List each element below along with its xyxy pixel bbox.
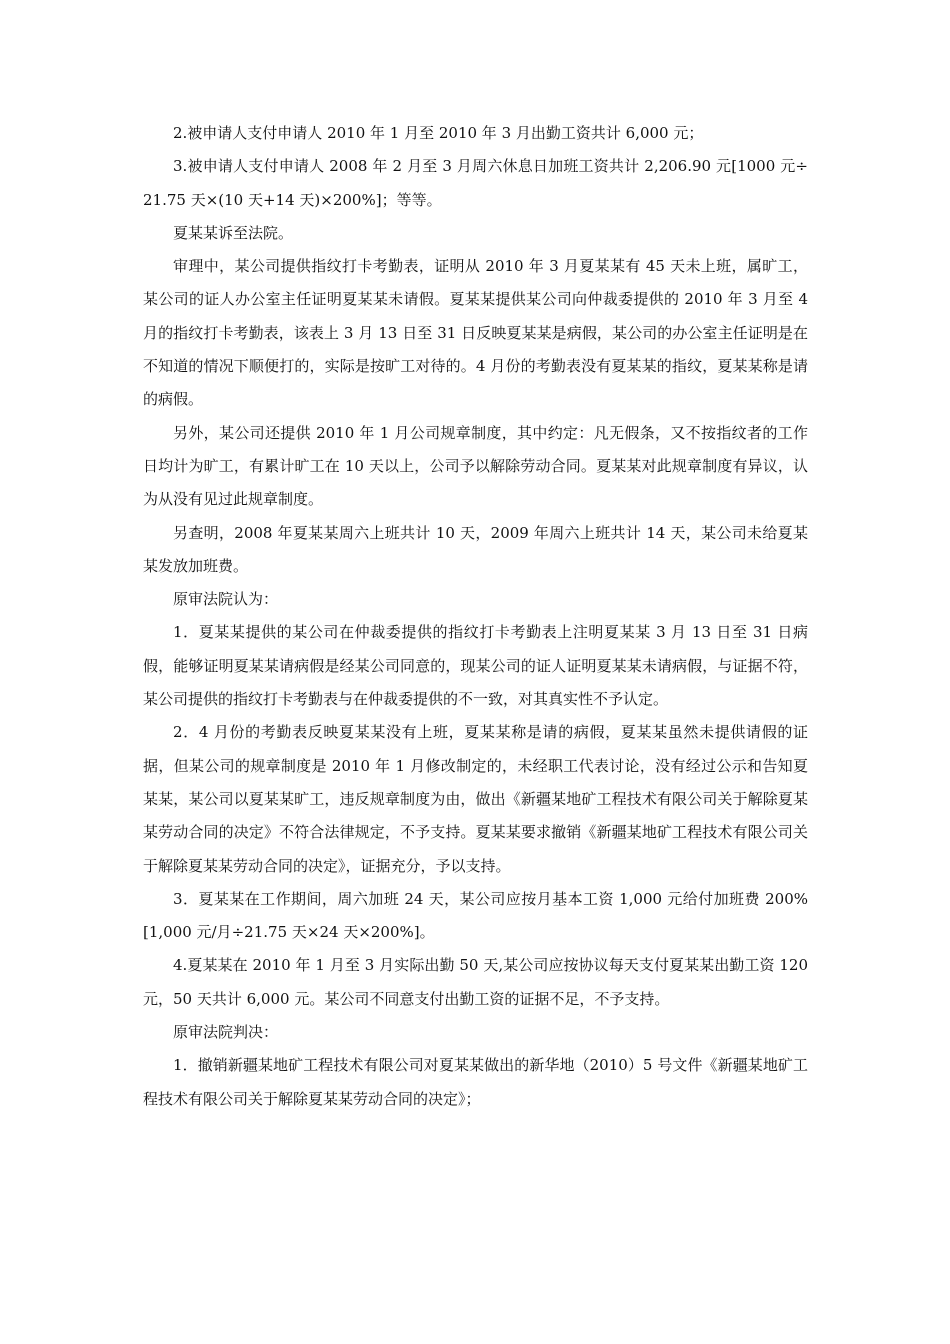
paragraph-trial: 审理中，某公司提供指纹打卡考勤表，证明从 2010 年 3 月夏某某有 45 天未上班，属旷工，某公司的证人办公室主任证明夏某某未请假。夏某某提供某公司向仲裁委提供的 2010 年 3 月至 4 月的指纹打卡考勤表，该表上 3 月 13 日至 31 日反映夏某某是病假，某公司的办公室主任证明是在不知道的情况下顺便打的，实际是按旷工对待的。4 月份的考勤表没有夏某某的指纹，夏某某称是请的病假。 [143, 257, 808, 409]
paragraph-opinion-1: 1．夏某某提供的某公司在仲裁委提供的指纹打卡考勤表上注明夏某某 3 月 13 日至 31 日病假，能够证明夏某某请病假是经某公司同意的，现某公司的证人证明夏某某未请病假，与证据不符，某公司提供的指纹打卡考勤表与在仲裁委提供的不一致，对其真实性不予认定。 [143, 623, 808, 709]
paragraph-claim-3: 3.被申请人支付申请人 2008 年 2 月至 3 月周六休息日加班工资共计 2,206.90 元[1000 元÷21.75 天×(10 天+14 天)×200%]；等等。 [143, 157, 808, 209]
paragraph-judgment-heading: 原审法院判决： [173, 1023, 279, 1042]
document-body [143, 117, 808, 1116]
paragraph-opinion-3: 3．夏某某在工作期间，周六加班 24 天，某公司应按月基本工资 1,000 元给付加班费 200%[1,000 元/月÷21.75 天×24 天×200%]。 [143, 889, 808, 942]
paragraph-judgment-1: 1．撤销新疆某地矿工程技术有限公司对夏某某做出的新华地（2010）5 号文件《新疆某地矿工程技术有限公司关于解除夏某某劳动合同的决定》； [143, 1056, 808, 1108]
paragraph-opinion-2: 2．4 月份的考勤表反映夏某某没有上班，夏某某称是请的病假，夏某某虽然未提供请假的证据，但某公司的规章制度是 2010 年 1 月修改制定的，未经职工代表讨论，没有经过公示和告知夏某某，某公司以夏某某旷工，违反规章制度为由，做出《新疆某地矿工程技术有限公司关于解除夏某某劳动合同的决定》不符合法律规定，不予支持。夏某某要求撤销《新疆某地矿工程技术有限公司关于解除夏某某劳动合同的决定》，证据充分，予以支持。 [143, 723, 808, 875]
paragraph-court-opinion-heading: 原审法院认为： [173, 590, 279, 609]
paragraph-claim-2: 2.被申请人支付申请人 2010 年 1 月至 2010 年 3 月出勤工资共计 6,000 元； [173, 124, 704, 142]
paragraph-opinion-4: 4.夏某某在 2010 年 1 月至 3 月实际出勤 50 天,某公司应按协议每天支付夏某某出勤工资 120 元，50 天共计 6,000 元。某公司不同意支付出勤工资的证据不足，不予支持。 [143, 956, 808, 1008]
paragraph-findings: 另查明，2008 年夏某某周六上班共计 10 天，2009 年周六上班共计 14 天，某公司未给夏某某发放加班费。 [143, 523, 808, 575]
paragraph-lawsuit: 夏某某诉至法院。 [173, 223, 294, 242]
paragraph-regulations: 另外，某公司还提供 2010 年 1 月公司规章制度，其中约定：凡无假条，又不按指纹者的工作日均计为旷工，有累计旷工在 10 天以上，公司予以解除劳动合同。夏某某对此规章制度有异议，认为从没有见过此规章制度。 [143, 423, 808, 509]
